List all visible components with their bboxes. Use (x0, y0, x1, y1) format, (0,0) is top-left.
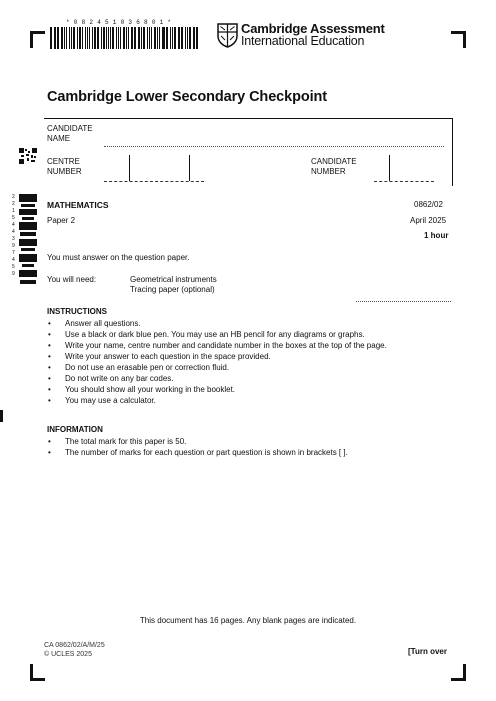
list-item: • You should show all your working in the booklet. (47, 384, 387, 395)
barcode-bar (77, 27, 78, 49)
materials-label: You will need: (47, 275, 97, 284)
list-item: • Use a black or dark blue pen. You may use an HB pencil for any diagrams or graphs. (47, 329, 387, 340)
barcode-bar (196, 27, 197, 49)
corner-mark-bottom-right-horizontal (451, 678, 466, 681)
barcode-bar (126, 27, 127, 49)
answer-note: You must answer on the question paper. (47, 253, 190, 262)
list-item: • You may use a calculator. (47, 395, 387, 406)
candidate-name-label: CANDIDATE NAME (47, 124, 93, 143)
barcode-bar (166, 27, 168, 49)
barcode-number: * 0 8 2 4 5 1 0 3 6 8 0 1 * (66, 19, 172, 26)
barcode-bar (108, 27, 109, 49)
barcode-bar (120, 27, 121, 49)
qr-code-icon (19, 148, 37, 164)
barcode-bar (50, 27, 52, 49)
barcode-bar (92, 27, 93, 49)
barcode-bar (57, 27, 59, 49)
corner-mark-top-left-horizontal (30, 31, 45, 34)
side-code-digit: 9 (12, 271, 15, 277)
candidate-details-box (44, 118, 453, 186)
side-code-digit: 4 (12, 222, 15, 228)
barcode-bar (197, 27, 198, 49)
barcode-bar (149, 27, 150, 49)
barcode-bars (50, 27, 200, 49)
barcode-bar (138, 27, 140, 49)
side-code-digit: 9 (12, 243, 15, 249)
barcode-bar (172, 27, 173, 49)
centre-number-label: CENTRE NUMBER (47, 157, 82, 176)
centre-box-divider-1 (129, 155, 130, 181)
barcode-bar (134, 27, 135, 49)
barcode-bar (123, 27, 125, 49)
barcode-bar (79, 27, 81, 49)
turn-over-label: [Turn over (408, 647, 447, 656)
document-reference: CA 0862/02/A/M/25 © UCLES 2025 (44, 642, 105, 658)
barcode-bar (101, 27, 102, 49)
side-code-digit: 7 (12, 250, 15, 256)
list-item: • The total mark for this paper is 50. (47, 436, 348, 447)
barcode-bar (110, 27, 111, 49)
barcode-bar (159, 27, 160, 49)
barcode-bar (61, 27, 63, 49)
list-item: • Write your name, centre number and candidate number in the boxes at the top of the page. (47, 340, 387, 351)
side-code-digit: 5 (12, 215, 15, 221)
barcode-bar (116, 27, 118, 49)
paper-code: 0862/02 (414, 200, 443, 209)
exam-session: April 2025 (410, 216, 447, 225)
barcode-bar (54, 27, 55, 49)
corner-mark-bottom-left-horizontal (30, 678, 45, 681)
information-list (47, 436, 348, 458)
side-code-digit: 4 (12, 257, 15, 263)
instructions-list (47, 318, 387, 406)
barcode-bar (128, 27, 129, 49)
shield-icon (217, 23, 238, 48)
dotted-separator (356, 301, 451, 302)
barcode (50, 20, 200, 52)
side-code-digit: 3 (12, 236, 15, 242)
barcode-bar (55, 27, 56, 49)
information-heading: INFORMATION (47, 425, 103, 434)
list-item: • Do not write on any bar codes. (47, 373, 387, 384)
barcode-bar (69, 27, 70, 49)
corner-mark-top-right-horizontal (451, 31, 466, 34)
barcode-bar (71, 27, 73, 49)
barcode-bar (147, 27, 148, 49)
side-barcode-marks (19, 194, 37, 286)
scan-edge-mark (0, 410, 3, 422)
exam-duration: 1 hour (424, 231, 449, 240)
barcode-bar (82, 27, 83, 49)
side-code-digits (12, 194, 18, 286)
list-item: • Do not use an erasable pen or correction fluid. (47, 362, 387, 373)
barcode-bar (73, 27, 75, 49)
cambridge-logo (217, 22, 385, 48)
barcode-bar (66, 27, 67, 49)
barcode-bar (103, 27, 105, 49)
centre-box-divider-2 (189, 155, 190, 181)
barcode-bar (163, 27, 165, 49)
barcode-bar (143, 27, 145, 49)
list-item: • Answer all questions. (47, 318, 387, 329)
centre-number-field[interactable] (104, 181, 204, 182)
barcode-bar (174, 27, 176, 49)
barcode-bar (106, 27, 107, 49)
candidate-box-divider (389, 155, 390, 181)
barcode-bar (85, 27, 86, 49)
materials-item-2: Tracing paper (optional) (130, 285, 215, 294)
subject: MATHEMATICS (47, 200, 109, 210)
barcode-bar (181, 27, 183, 49)
barcode-bar (94, 27, 96, 49)
barcode-bar (185, 27, 186, 49)
barcode-bar (154, 27, 156, 49)
barcode-bar (178, 27, 179, 49)
barcode-bar (64, 27, 65, 49)
barcode-bar (87, 27, 89, 49)
barcode-bar (135, 27, 136, 49)
barcode-bar (131, 27, 133, 49)
barcode-bar (179, 27, 180, 49)
barcode-bar (151, 27, 153, 49)
candidate-number-field[interactable] (374, 181, 434, 182)
barcode-bar (118, 27, 119, 49)
side-code-digit: 1 (12, 208, 15, 214)
list-item: • The number of marks for each question or part question is shown in brackets [ ]. (47, 447, 348, 458)
barcode-bar (112, 27, 114, 49)
logo-line-1: Cambridge Assessment (241, 21, 385, 36)
barcode-bar (157, 27, 158, 49)
barcode-bar (189, 27, 191, 49)
paper-number: Paper 2 (47, 216, 76, 225)
side-code-digit: 5 (12, 264, 15, 270)
barcode-bar (97, 27, 99, 49)
page-count-note: This document has 16 pages. Any blank pages are indicated. (139, 616, 357, 625)
instructions-heading: INSTRUCTIONS (47, 307, 107, 316)
list-item: • Write your answer to each question in the space provided. (47, 351, 387, 362)
barcode-bar (187, 27, 188, 49)
candidate-number-label: CANDIDATE NUMBER (311, 157, 357, 176)
page-title: Cambridge Lower Secondary Checkpoint (47, 89, 328, 105)
barcode-bar (193, 27, 195, 49)
side-code-digit: 4 (12, 229, 15, 235)
barcode-bar (89, 27, 90, 49)
logo-line-2: International Education (241, 34, 365, 48)
side-code-digit: 2 (12, 201, 15, 207)
barcode-bar (170, 27, 171, 49)
materials-item-1: Geometrical instruments (130, 275, 217, 284)
side-code-digit: 2 (12, 194, 15, 200)
barcode-bar (162, 27, 163, 49)
candidate-name-field[interactable] (104, 146, 444, 147)
barcode-bar (141, 27, 142, 49)
